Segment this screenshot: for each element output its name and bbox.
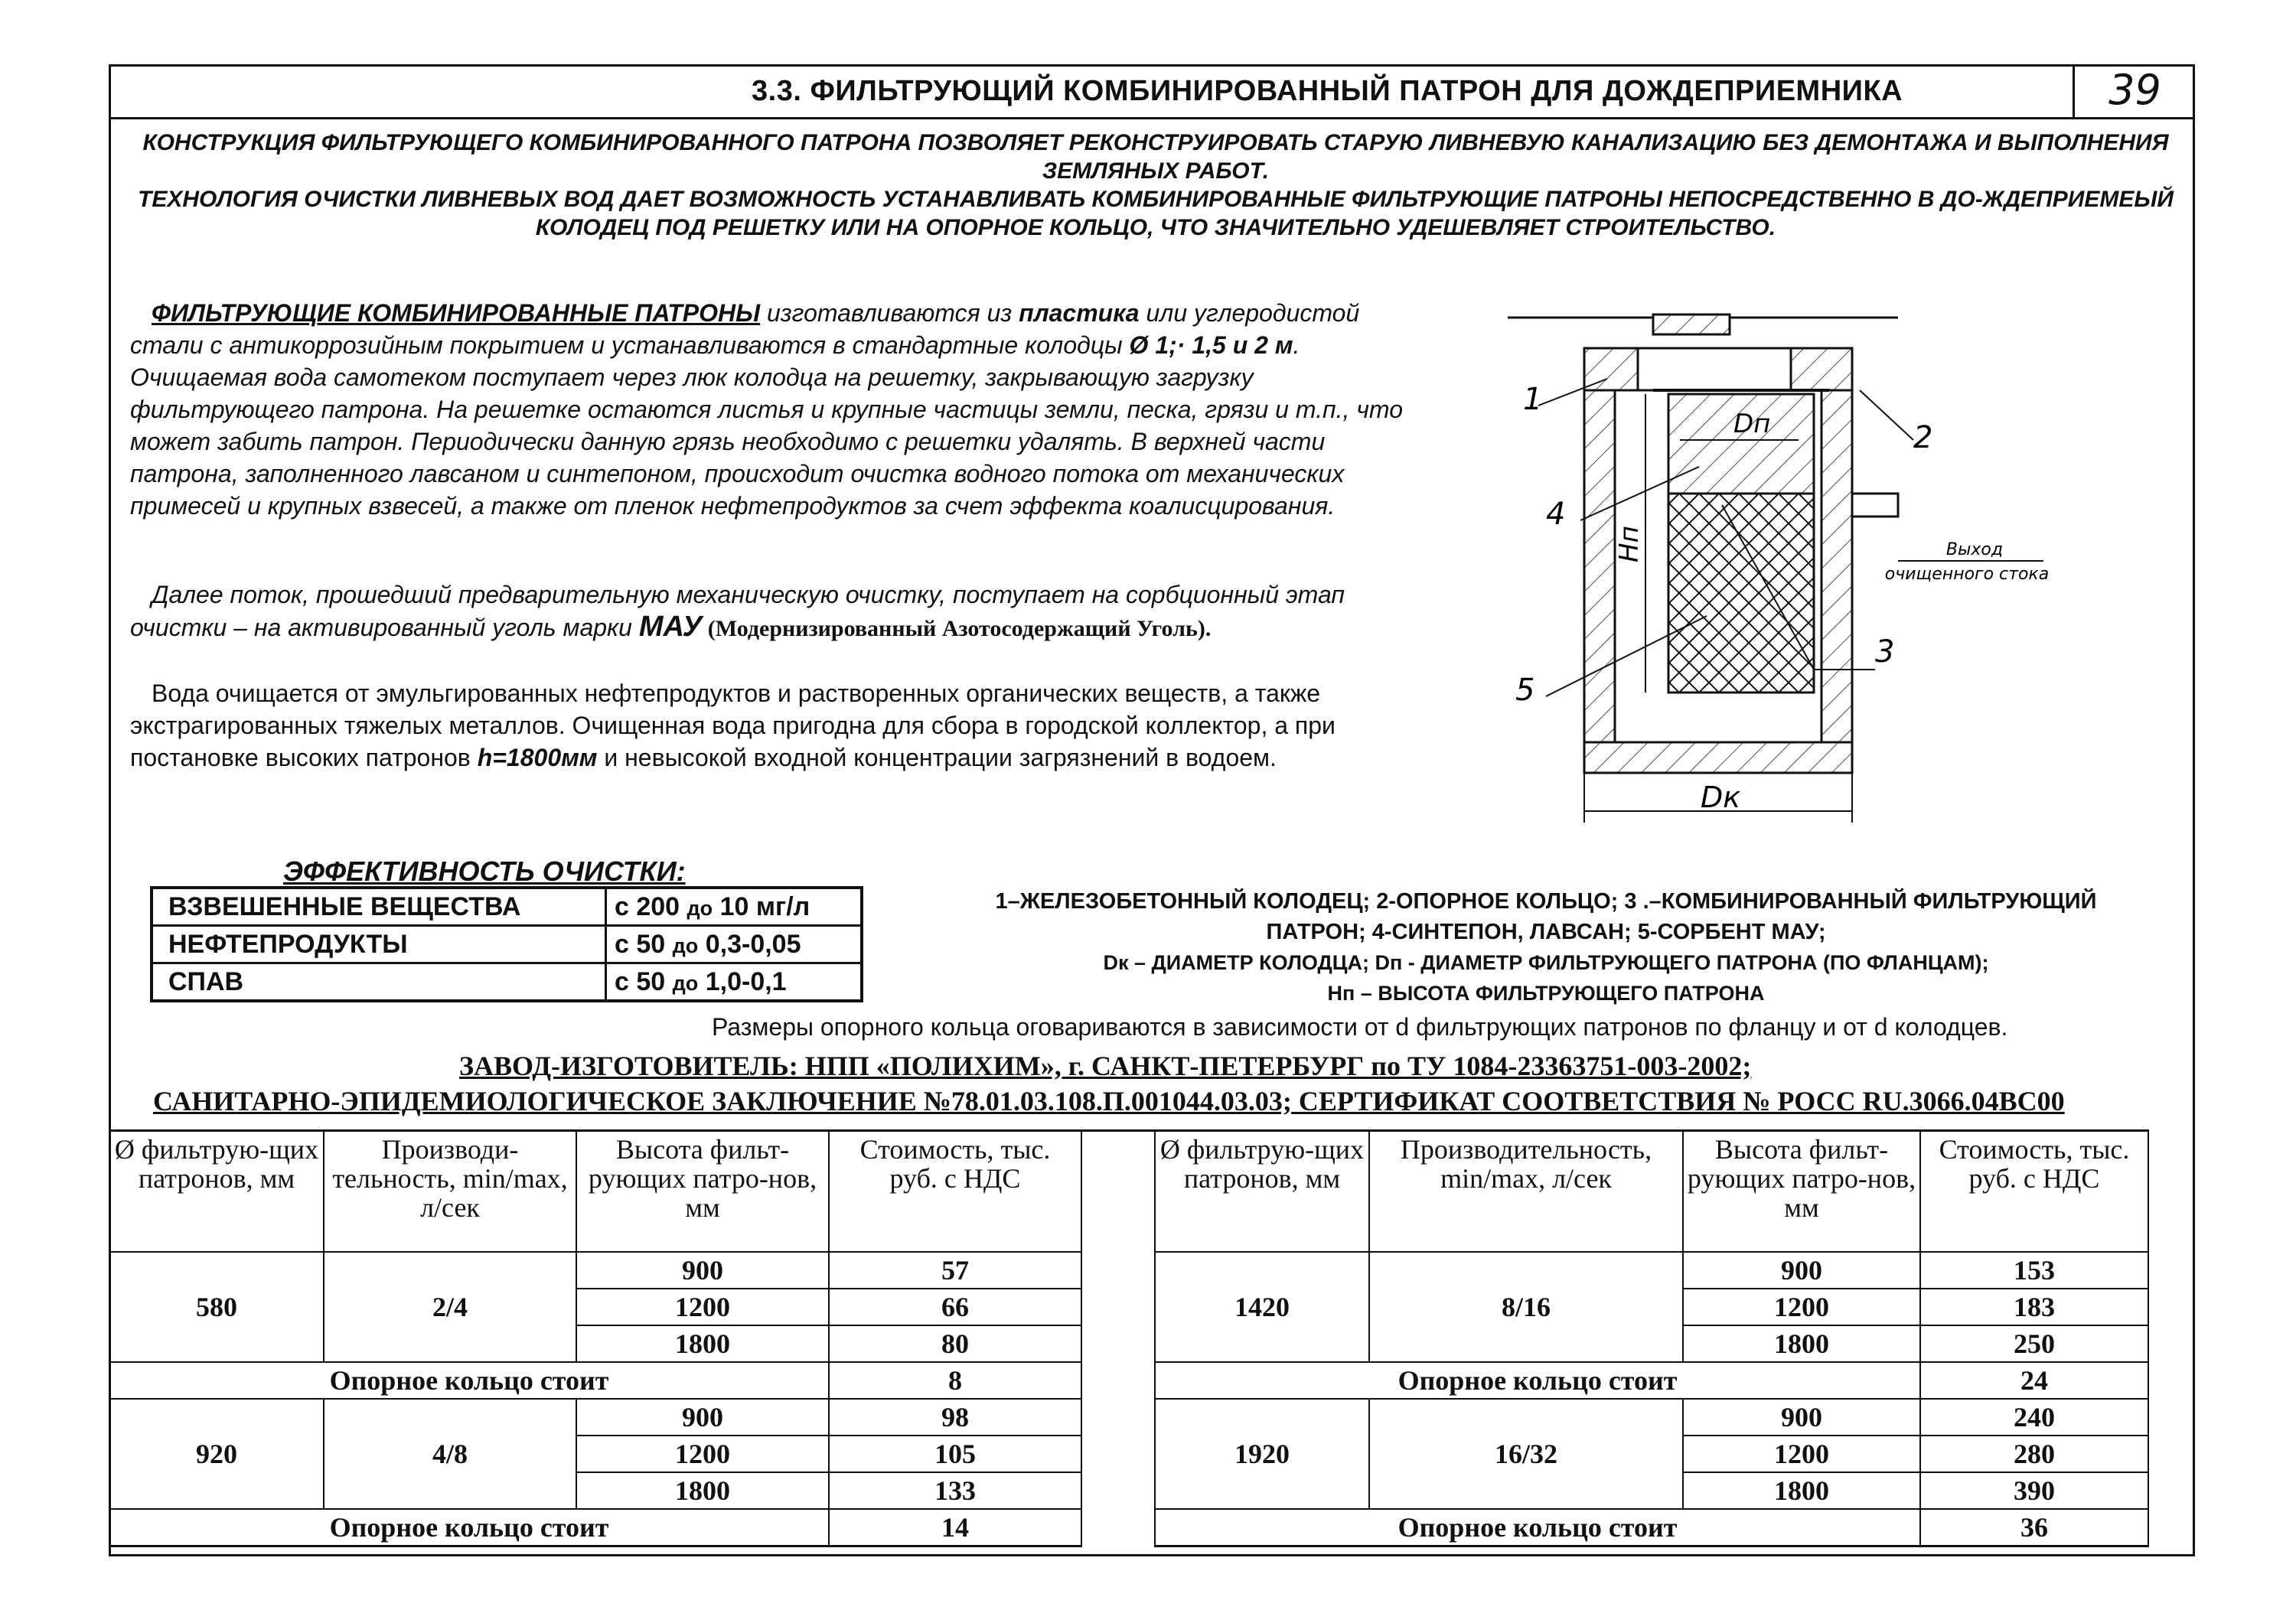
intro-line-2: ТЕХНОЛОГИЯ ОЧИСТКИ ЛИВНЕВЫХ ВОД ДАЕТ ВОЗМОЖНОСТЬ УСТАНАВЛИВАТЬ КОМБИНИРОВАННЫЕ ФИЛЬТРУЮЩИЕ ПАТРОНЫ НЕПОСРЕДСТВЕННО В ДО-ЖДЕПРИЕМЕЫЙ КОЛОДЕЦ ПОД РЕШЕТКУ ИЛИ НА ОПОРНОЕ КОЛЬЦО, ЧТО ЗНАЧИТЕЛЬНО УДЕШЕВЛЯЕТ СТРОИТЕЛЬСТВО. xyxy=(138,187,2174,240)
description-paragraph-2 xyxy=(130,578,1439,645)
well-bottom xyxy=(1584,742,1852,773)
ring-label: Опорное кольцо стоит xyxy=(109,1509,829,1546)
price-cell: 240 xyxy=(1920,1399,2148,1436)
height-cell: 1200 xyxy=(1683,1436,1920,1472)
outlet-label-1: Выход xyxy=(1945,540,2004,559)
table-row xyxy=(1155,1399,2148,1436)
col-capacity: Производительность, min/max, л/сек xyxy=(1369,1131,1683,1253)
height-cell: 1800 xyxy=(1683,1325,1920,1362)
p2-text-b: (Модернизированный Азотосодержащий Уголь). xyxy=(702,616,1212,641)
price-cell: 390 xyxy=(1920,1472,2148,1509)
p3-text-a: Вода очищается от эмульгированных нефтепродуктов и растворенных органических веществ, а также экстрагированных тяжелых металлов. Очищенная вода пригодна для сбора в городской коллектор, а при постановке высоких патронов xyxy=(130,680,1336,771)
manufacturer-line-2: САНИТАРНО-ЭПИДЕМИОЛОГИЧЕСКОЕ ЗАКЛЮЧЕНИЕ №78.01.03.108.П.001044.03.03; СЕРТИФИКАТ СООТВЕТСТВИЯ № РОСС RU.3066.04ВС00 xyxy=(153,1086,2065,1116)
price-table-left xyxy=(109,1129,1082,1547)
table-row xyxy=(109,1399,1081,1436)
intro-text xyxy=(130,129,2181,242)
col-price: Стоимость, тыс. руб. с НДС xyxy=(829,1131,1081,1253)
intro-line-1: КОНСТРУКЦИЯ ФИЛЬТРУЮЩЕГО КОМБИНИРОВАННОГО ПАТРОНА ПОЗВОЛЯЕТ РЕКОНСТРУИРОВАТЬ СТАРУЮ ЛИВНЕВУЮ КАНАЛИЗАЦИЮ БЕЗ ДЕМОНТАЖА И ВЫПОЛНЕНИЯ ЗЕМЛЯНЫХ РАБОТ. xyxy=(142,130,2169,184)
page-number-box xyxy=(2073,64,2195,117)
height-cell: 1200 xyxy=(576,1436,829,1472)
table-row xyxy=(109,1252,1081,1289)
efficiency-name: НЕФТЕПРОДУКТЫ xyxy=(152,926,606,963)
price-cell: 80 xyxy=(829,1325,1081,1362)
ring-price: 14 xyxy=(829,1509,1081,1546)
legend-line-3: Dк – ДИАМЕТР КОЛОДЦА; Dп - ДИАМЕТР ФИЛЬТРУЮЩЕГО ПАТРОНА (ПО ФЛАНЦАМ); xyxy=(1103,951,1989,974)
ring-label: Опорное кольцо стоит xyxy=(1155,1509,1920,1546)
ring-price: 36 xyxy=(1920,1509,2148,1546)
height-cell: 1800 xyxy=(576,1325,829,1362)
legend-line-2: ПАТРОН; 4-СИНТЕПОН, ЛАВСАН; 5-СОРБЕНТ МАУ; xyxy=(1266,920,1826,944)
outlet-label-2: очищенного стока xyxy=(1884,565,2050,584)
efficiency-value: с 50 до 1,0-0,1 xyxy=(606,963,863,1002)
col-capacity: Производи-тельность, min/max, л/сек xyxy=(324,1131,576,1253)
ring-row xyxy=(1155,1509,2148,1546)
diameter-cell: 920 xyxy=(109,1399,324,1509)
ring-label: Опорное кольцо стоит xyxy=(109,1362,829,1399)
efficiency-value: с 200 до 10 мг/л xyxy=(606,888,863,926)
legend-line-4: Нп – ВЫСОТА ФИЛЬТРУЮЩЕГО ПАТРОНА xyxy=(1327,982,1765,1005)
page-number: 39 xyxy=(2108,66,2161,114)
col-diameter: Ø фильтрую-щих патронов, мм xyxy=(109,1131,324,1253)
product-name: ФИЛЬТРУЮЩИЕ КОМБИНИРОВАННЫЕ ПАТРОНЫ xyxy=(152,299,761,327)
description-paragraph-1 xyxy=(130,297,1431,522)
price-table-right xyxy=(1154,1129,2149,1547)
diameter-cell: 580 xyxy=(109,1252,324,1362)
manhole-lid xyxy=(1653,314,1730,334)
capacity-cell: 16/32 xyxy=(1369,1399,1683,1509)
label-3: 3 xyxy=(1875,634,1895,670)
col-height: Высота фильт-рующих патро-нов, мм xyxy=(576,1131,829,1253)
capacity-cell: 4/8 xyxy=(324,1399,576,1509)
diagram-legend xyxy=(903,886,2189,1009)
page-title: 3.3. ФИЛЬТРУЮЩИЙ КОМБИНИРОВАННЫЙ ПАТРОН ДЛЯ ДОЖДЕПРИЕМНИКА xyxy=(752,75,1903,107)
p2-text-a: Далее поток, прошедший предварительную механическую очистку, поступает на сорбционный этап очистки – на активированный уголь марки xyxy=(130,581,1345,641)
p3-text-b: и невысокой входной концентрации загрязнений в водоем. xyxy=(597,744,1277,771)
price-cell: 133 xyxy=(829,1472,1081,1509)
ring-row xyxy=(109,1509,1081,1546)
price-cell: 250 xyxy=(1920,1325,2148,1362)
label-4: 4 xyxy=(1546,497,1566,532)
ring-price: 8 xyxy=(829,1362,1081,1399)
title-bar xyxy=(109,64,2195,119)
price-cell: 105 xyxy=(829,1436,1081,1472)
height-cell: 1200 xyxy=(1683,1289,1920,1325)
col-price: Стоимость, тыс. руб. с НДС xyxy=(1920,1131,2148,1253)
diameter-cell: 1920 xyxy=(1155,1399,1369,1509)
mau-brand: МАУ xyxy=(638,611,703,643)
label-2: 2 xyxy=(1913,420,1933,455)
height-cell: 900 xyxy=(1683,1399,1920,1436)
height-cell: 1200 xyxy=(576,1289,829,1325)
ring-label: Опорное кольцо стоит xyxy=(1155,1362,1920,1399)
p1-text-a: изготавливаются из xyxy=(760,299,1019,327)
height-cell: 900 xyxy=(576,1252,829,1289)
dn-label: Dп xyxy=(1733,409,1771,439)
well-wall-left xyxy=(1584,390,1615,742)
price-cell: 280 xyxy=(1920,1436,2148,1472)
height-cell: 1800 xyxy=(1683,1472,1920,1509)
label-5: 5 xyxy=(1515,673,1535,708)
height-cell: 900 xyxy=(1683,1252,1920,1289)
efficiency-row xyxy=(152,926,862,963)
height-cell: 900 xyxy=(576,1399,829,1436)
label-1: 1 xyxy=(1523,382,1543,417)
height-cell: 1800 xyxy=(576,1472,829,1509)
outlet-pipe xyxy=(1852,494,1898,517)
efficiency-title: ЭФФЕКТИВНОСТЬ ОЧИСТКИ: xyxy=(283,855,686,887)
cartridge-diagram xyxy=(1500,295,2128,846)
well-wall-right xyxy=(1821,390,1852,742)
sizes-note: Размеры опорного кольца оговариваются в зависимости от d фильтрующих патронов по фланцу и от d колодцев. xyxy=(712,1013,2008,1041)
p1-text-b: или углеродистой стали с антикоррозийным покрытием и устанавливаются в стандартные колодцы xyxy=(130,299,1360,359)
table-gap xyxy=(1082,1129,1154,1555)
plastic-word: пластика xyxy=(1019,299,1140,327)
efficiency-name: СПАВ xyxy=(152,963,606,1002)
col-height: Высота фильт-рующих патро-нов, мм xyxy=(1683,1131,1920,1253)
description-paragraph-3 xyxy=(130,677,1439,774)
price-cell: 98 xyxy=(829,1399,1081,1436)
table-row xyxy=(1155,1252,2148,1289)
p1-text-c: . Очищаемая вода самотеком поступает через люк колодца на решетку, закрывающую загрузку фильтрующего патрона. На решетке остаются листья и крупные частицы земли, песка, грязи и т.п., что может забить патрон. Периодически данную грязь необходимо с решетки удалять. В верхней части патрона, заполненного лавсаном и синтепоном, происходит очистка водного потока от механических примесей и крупных взвесей, а также от пленок нефтепродуктов за счет эффекта коалисцирования. xyxy=(130,331,1403,520)
price-cell: 57 xyxy=(829,1252,1081,1289)
efficiency-table xyxy=(150,886,863,1002)
height-spec: h=1800мм xyxy=(477,744,598,771)
manufacturer-line-1: ЗАВОД-ИЗГОТОВИТЕЛЬ: НПП «ПОЛИХИМ», г. САНКТ-ПЕТЕРБУРГ по ТУ 1084-23363751-003-2002; xyxy=(459,1051,1752,1081)
efficiency-name: ВЗВЕШЕННЫЕ ВЕЩЕСТВА xyxy=(152,888,606,926)
capacity-cell: 2/4 xyxy=(324,1252,576,1362)
header-row xyxy=(1155,1131,2148,1253)
header-row xyxy=(109,1131,1081,1253)
efficiency-row xyxy=(152,888,862,926)
efficiency-value: с 50 до 0,3-0,05 xyxy=(606,926,863,963)
well-sizes: Ø 1;· 1,5 и 2 м xyxy=(1129,331,1293,359)
sorbent-layer xyxy=(1668,494,1814,693)
diameter-cell: 1420 xyxy=(1155,1252,1369,1362)
price-cell: 66 xyxy=(829,1289,1081,1325)
ring-row xyxy=(1155,1362,2148,1399)
ring-row xyxy=(109,1362,1081,1399)
capacity-cell: 8/16 xyxy=(1369,1252,1683,1362)
legend-line-1: 1–ЖЕЛЕЗОБЕТОННЫЙ КОЛОДЕЦ; 2-ОПОРНОЕ КОЛЬЦО; 3 .–КОМБИНИРОВАННЫЙ ФИЛЬТРУЮЩИЙ xyxy=(995,889,2097,914)
ring-price: 24 xyxy=(1920,1362,2148,1399)
efficiency-row xyxy=(152,963,862,1002)
price-cell: 183 xyxy=(1920,1289,2148,1325)
price-cell: 153 xyxy=(1920,1252,2148,1289)
col-diameter: Ø фильтрую-щих патронов, мм xyxy=(1155,1131,1369,1253)
hn-label: Нп xyxy=(1614,526,1645,562)
dk-label: Dк xyxy=(1701,781,1741,814)
